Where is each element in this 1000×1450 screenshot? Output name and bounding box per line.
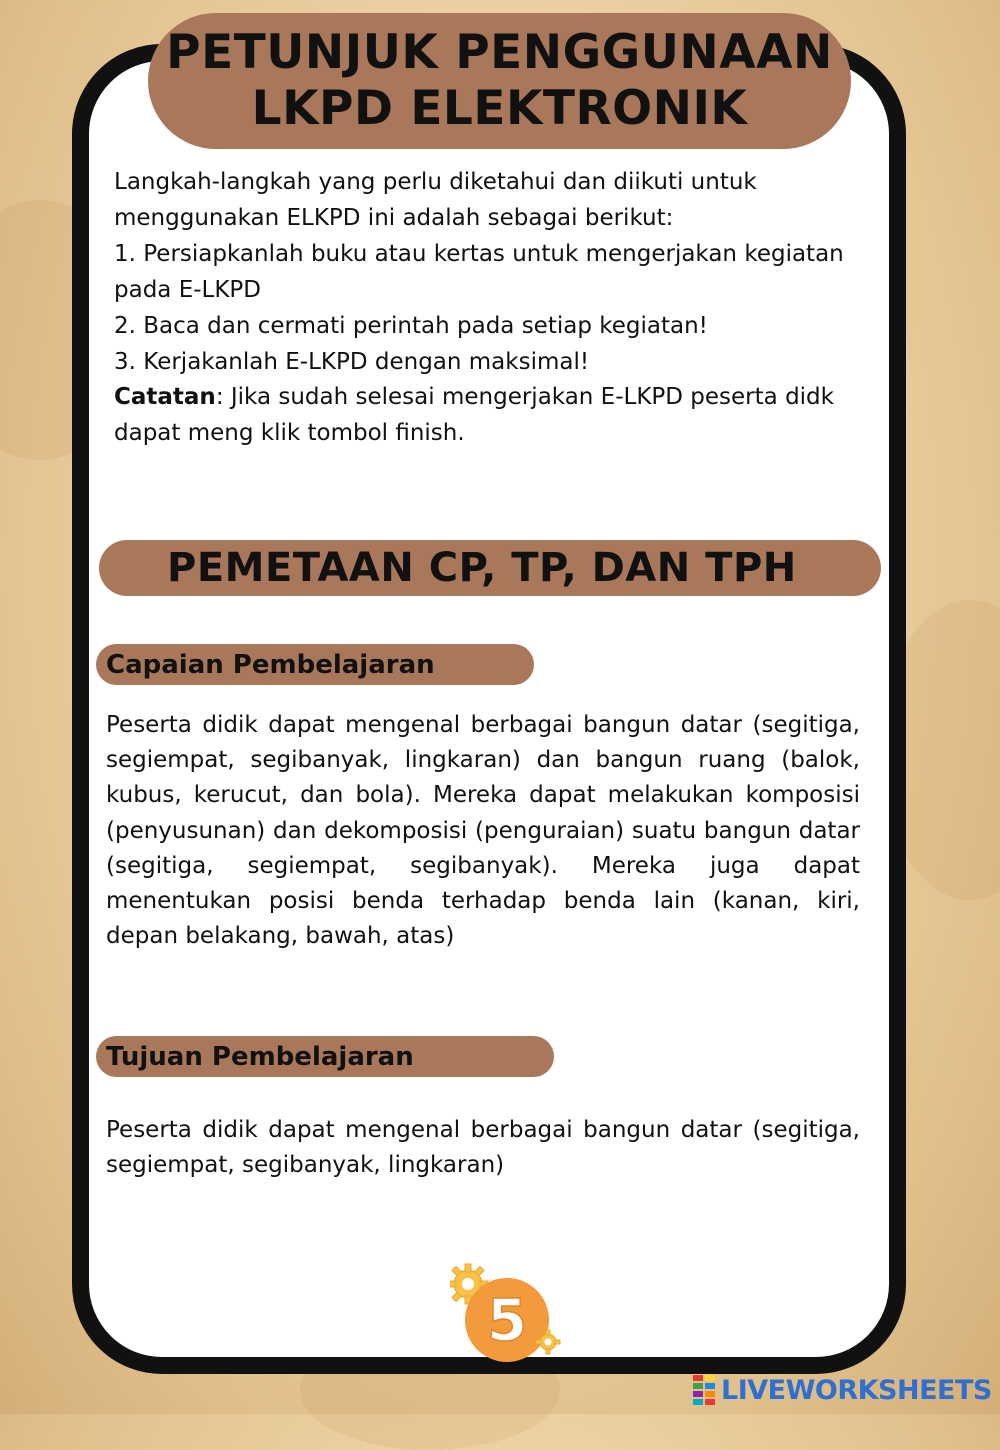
- note-label: Catatan: [114, 384, 216, 411]
- tp-text: Peserta didik dapat mengenal berbagai bangun datar (segitiga, segiempat, segibanyak, lingkaran): [106, 1117, 860, 1179]
- cp-heading: Capaian Pembelajaran: [106, 649, 435, 680]
- instructions: [114, 165, 874, 452]
- tp-heading-pill: [96, 1036, 554, 1077]
- liveworksheets-logo-icon: [693, 1375, 717, 1405]
- instruction-step-2: 2. Baca dan cermati perintah pada setiap kegiatan!: [114, 312, 708, 339]
- mapping-banner: [99, 540, 881, 596]
- title-banner: [148, 13, 851, 149]
- liveworksheets-logo[interactable]: [693, 1374, 992, 1406]
- title-line-1: PETUNJUK PENGGUNAAN: [166, 25, 833, 80]
- gear-icon: [450, 1262, 565, 1362]
- instruction-step-3: 3. Kerjakanlah E-LKPD dengan maksimal!: [114, 348, 590, 375]
- instructions-intro: Langkah-langkah yang perlu diketahui dan diikuti untuk menggunakan ELKPD ini adalah sebagai berikut:: [114, 169, 757, 231]
- page-number-badge: [450, 1262, 565, 1362]
- mapping-title: PEMETAAN CP, TP, DAN TPH: [167, 545, 797, 591]
- tp-heading: Tujuan Pembelajaran: [106, 1041, 414, 1072]
- cp-heading-pill: [96, 644, 534, 685]
- page-number: 5: [486, 1286, 528, 1354]
- instruction-note: [114, 380, 874, 452]
- cp-text: Peserta didik dapat mengenal berbagai bangun datar (segitiga, segiempat, segibanyak, lingkaran) dan bangun ruang (balok, kubus, kerucut, dan bola). Mereka dapat melakukan komposisi (penyusunan) dan dekomposisi (penguraian) suatu bangun datar (segitiga, segiempat, segibanyak). Mereka juga dapat menentukan posisi benda terhadap benda lain (kanan, kiri, depan belakang, bawah, atas): [106, 712, 860, 950]
- note-text: : Jika sudah selesai mengerjakan E-LKPD peserta didk dapat meng klik tombol finish.: [114, 384, 834, 447]
- title-line-2: LKPD ELEKTRONIK: [251, 81, 748, 136]
- liveworksheets-logo-text: LIVEWORKSHEETS: [721, 1374, 992, 1406]
- instruction-step-1: 1. Persiapkanlah buku atau kertas untuk mengerjakan kegiatan pada E-LKPD: [114, 240, 844, 303]
